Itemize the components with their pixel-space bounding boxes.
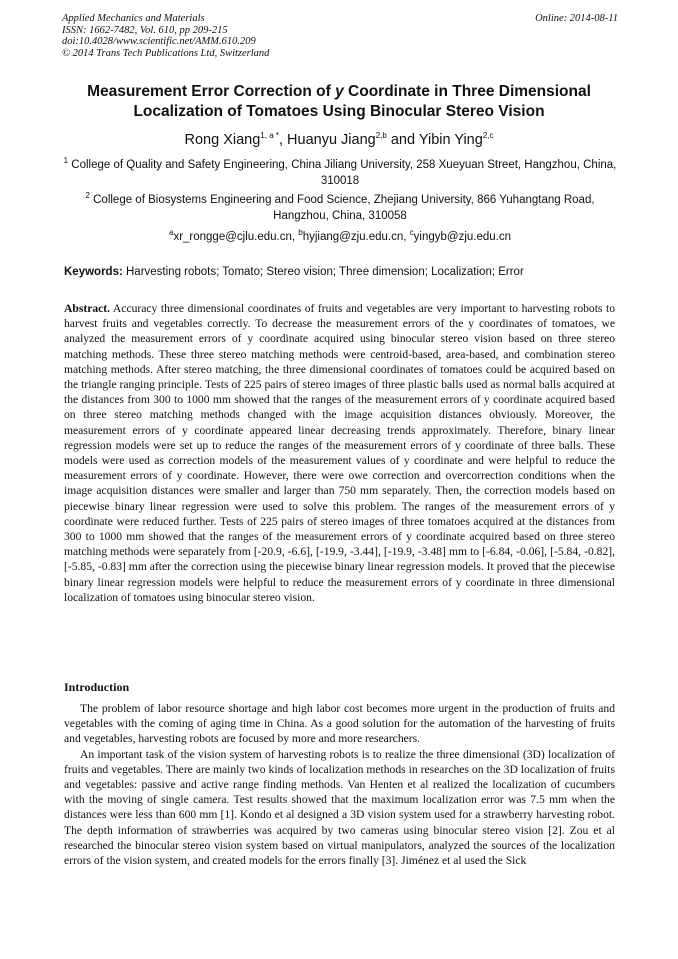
email-link[interactable]: hyjiang@zju.edu.cn bbox=[302, 231, 404, 243]
paragraph: An important task of the vision system of harvesting robots is to realize the three dimensional (3D) localization of fruits and vegetables. There are mainly two kinds of localization methods in researches on the 3D localization of fruits and vegetables: passive and active range finding methods. Van Henten et al realized the localization of cucumbers with the moving of single camera. Test results showed that the maximum localization error was 7.5 mm when the distances were less than 600 mm [1]. Kondo et al designed a 3D vision system used for a strawberry harvesting robot. The depth information of strawberries was acquired by two cameras using binocular stereo vision [2]. Zou et al researched the binocular stereo vision system based on virtual manipulators, analyzed the sources of the localization errors of the vision system, and created models for the errors finally [3]. Jiménez et al used the Sick bbox=[64, 747, 615, 868]
section-heading: Introduction bbox=[64, 680, 130, 694]
author-sup: 1, a * bbox=[260, 131, 279, 141]
paper-title bbox=[40, 82, 638, 122]
title-variable: y bbox=[335, 83, 344, 100]
issn-line: ISSN: 1662-7482, Vol. 610, pp 209-215 bbox=[62, 24, 228, 36]
author-sup: 2,c bbox=[482, 131, 494, 141]
author: Huanyu Jiang bbox=[287, 132, 376, 148]
abstract-label: Abstract. bbox=[64, 302, 111, 315]
keywords-text: Harvesting robots; Tomato; Stereo vision; Three dimension; Localization; Error bbox=[122, 266, 524, 278]
email-link[interactable]: xr_rongge@cjlu.edu.cn bbox=[173, 231, 292, 243]
title-line-1: Measurement Error Correction of y Coordinate in Three Dimensional bbox=[87, 83, 591, 100]
journal-header bbox=[62, 13, 618, 59]
author: Yibin Ying bbox=[418, 132, 483, 148]
affiliation-2: $^2$ College of Biosystems Engineering and Food Science, Zhejiang University, 866 Yuhangtang Road, Hangzhou, China, 310058 bbox=[85, 191, 595, 222]
affiliation-1: $^1$ College of Quality and Safety Engineering, China Jiliang University, 258 Xueyuan Street, Hangzhou, China, 310018 bbox=[63, 156, 617, 187]
author: Rong Xiang bbox=[184, 132, 261, 148]
author-emails: $^a$xr_rongge@cjlu.edu.cn, $^b$hyjiang@zju.edu.cn, $^c$yingyb@zju.edu.cn bbox=[168, 228, 511, 243]
author-list: Rong Xiang$^{1, a *}$, Huanyu Jiang$^{2,b}$ and Yibin Ying$^{2,c}$ bbox=[184, 131, 494, 148]
abstract-text: Accuracy three dimensional coordinates of fruits and vegetables are very important to harvesting robots to harvest fruits and vegetables correctly. To decrease the measurement errors of the y coordinates of tomatoes, we analyzed the measurement errors of y coordinate acquired using binocular stereo vision based on three stereo matching methods. These three stereo matching methods were centroid-based, area-based, and combination stereo matching methods. After stereo matching, the three dimensional coordinates of tomatoes could be acquired based on the triangle ranging principle. Tests of 225 pairs of stereo images of three plastic balls used as normal balls acquired at the distances from 300 to 1000 mm showed that the ranges of the measurement errors of y coordinate acquired based on three stereo matching methods changed with the image acquisition distances obviously. Moreover, the measurement errors of y coordinate appeared linear decreasing trends approximately. Therefore, binary linear regression models were set up to reduce the ranges of the measurement errors of y coordinate of three balls. These models were used as correction models of the measurement values of y coordinate and were helpful to reduce the measurement errors of y coordinate. However, there were owe correction and overcorrection conditions when the image acquisition distances were smaller and larger than 750 mm separately. Then, the correction models based on piecewise binary linear regression were used to solve this problem. The ranges of the measurement errors of y coordinate were reduced further. Tests of 225 pairs of stereo images of three tomatoes acquired at the distances from 300 to 1000 mm showed that the ranges of the measurement errors of y coordinate acquired based on three stereo matching methods were separately from [-20.9, -6.6], [-19.9, -3.44], [-19.9, -3.48] mm to [-6.84, -0.06], [-5.84, -0.82], [-5.85, -0.83] mm after the correction using the piecewise binary linear regression models. It proved that the piecewise binary linear regression models were helpful to reduce the measurement errors of y coordinate in three dimensional localization of tomatoes using binocular stereo vision. bbox=[64, 302, 615, 604]
keywords-label: Keywords: bbox=[64, 266, 123, 278]
online-date: Online: 2014-08-11 bbox=[535, 13, 618, 24]
doi-line: doi:10.4028/www.scientific.net/AMM.610.209 bbox=[62, 36, 256, 47]
keywords bbox=[64, 264, 620, 280]
author-sup: 2,b bbox=[375, 131, 387, 141]
introduction-body bbox=[64, 701, 615, 868]
journal-name: Applied Mechanics and Materials bbox=[62, 13, 205, 24]
copyright-line: © 2014 Trans Tech Publications Ltd, Switzerland bbox=[62, 47, 270, 59]
abstract bbox=[64, 301, 615, 605]
email-link[interactable]: yingyb@zju.edu.cn bbox=[413, 231, 511, 243]
title-line-2: Localization of Tomatoes Using Binocular Stereo Vision bbox=[133, 103, 545, 120]
paragraph: The problem of labor resource shortage and high labor cost becomes more urgent in the production of fruits and vegetables with the coming of aging time in China. As a good solution for the automation of the harvesting of fruits and vegetables, harvesting robots are focused by more and more researchers. bbox=[64, 702, 615, 746]
